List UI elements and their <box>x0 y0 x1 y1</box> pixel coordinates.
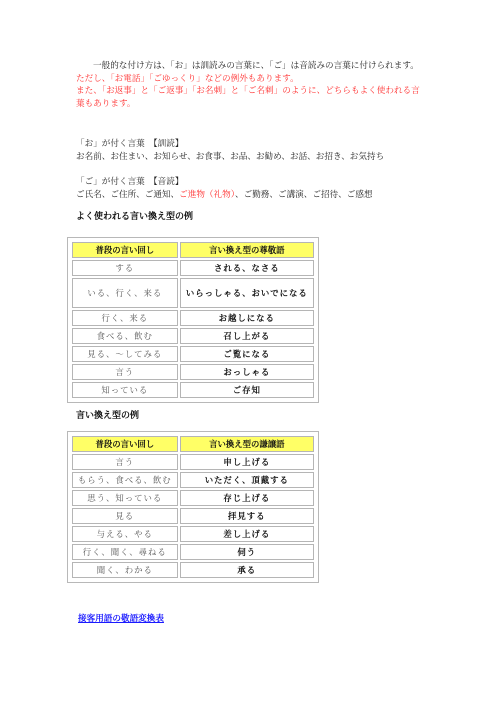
table-cell-keigo: いただく、頂戴する <box>180 472 314 488</box>
intro-line-1: 一般的な付け方は、「お」は訓読みの言葉に、「ご」は音読みの言葉に付けられます。 <box>93 61 419 71</box>
table-cell-plain: 聞く、わかる <box>72 562 178 578</box>
table-cell-plain: 知っている <box>72 382 178 398</box>
table-row <box>72 472 314 488</box>
table-header-cell: 言い換え型の謙譲語 <box>180 436 314 452</box>
table-cell-keigo: 拝見する <box>180 508 314 524</box>
table-cell-plain: 思う、知っている <box>72 490 178 506</box>
o-section-words: お名前、お住まい、お知らせ、お食事、お品、お勧め、お話、お招き、お気持ち <box>76 151 385 162</box>
intro-line-2: ただし、「お電話」「ごゆっくり」などの例外もあります。 <box>76 73 299 84</box>
table2-frame <box>67 431 319 583</box>
table-cell-keigo: 承る <box>180 562 314 578</box>
table-cell-keigo: 召し上がる <box>180 328 314 344</box>
table-row <box>72 278 314 308</box>
humble-table <box>70 434 316 580</box>
table-cell-keigo: ご覧になる <box>180 346 314 362</box>
table-row <box>72 562 314 578</box>
table-row <box>72 526 314 542</box>
go-words-red: ご進物（礼物） <box>179 189 235 200</box>
table-header-cell: 言い換え型の尊敬語 <box>180 242 314 258</box>
go-section <box>76 176 428 201</box>
table-cell-keigo: 存じ上げる <box>180 490 314 506</box>
intro-line-3: また、「お返事」と「ご返事」「お名刺」と「ご名刺」のように、どちらもよく使われる言葉もあります。 <box>76 86 420 109</box>
honorific-table <box>70 240 316 400</box>
table-row <box>72 260 314 276</box>
table-cell-plain: もらう、食べる、飲む <box>72 472 178 488</box>
table-cell-keigo: 申し上げる <box>180 454 314 470</box>
table-cell-plain: する <box>72 260 178 276</box>
go-words-before: ご氏名、ご住所、ご通知、 <box>76 189 180 200</box>
table-cell-plain: 言う <box>72 364 178 380</box>
o-section <box>76 138 428 163</box>
table-cell-plain: 言う <box>72 454 178 470</box>
table-row <box>72 328 314 344</box>
table-cell-plain: 食べる、飲む <box>72 328 178 344</box>
table-row <box>72 454 314 470</box>
table-row <box>72 382 314 398</box>
table-cell-plain: 行く、来る <box>72 310 178 326</box>
table-cell-keigo: お越しになる <box>180 310 314 326</box>
table-header-row <box>72 436 314 452</box>
table-header-cell: 普段の言い回し <box>72 436 178 452</box>
table-cell-keigo: ご存知 <box>180 382 314 398</box>
table-header-row <box>72 242 314 258</box>
go-words-after: 、ご勤務、ご講演、ご招待、ご感想 <box>235 189 373 200</box>
table-cell-plain: 与える、やる <box>72 526 178 542</box>
table-cell-keigo: おっしゃる <box>180 364 314 380</box>
go-section-words <box>76 189 428 202</box>
table-cell-plain: 行く、聞く、尋ねる <box>72 544 178 560</box>
table-cell-plain: 見る <box>72 508 178 524</box>
table-row <box>72 490 314 506</box>
table-row <box>72 508 314 524</box>
table-header-cell: 普段の言い回し <box>72 242 178 258</box>
table-cell-keigo: される、なさる <box>180 260 314 276</box>
table2-heading: 言い換え型の例 <box>76 411 140 421</box>
honorific-conversion-link[interactable]: 接客用語の敬語変換表 <box>78 614 164 624</box>
o-section-label: 「お」が付く言葉 【訓読】 <box>76 139 184 149</box>
table1-frame <box>67 237 319 403</box>
table-row <box>72 310 314 326</box>
table-cell-keigo: いらっしゃる、おいでになる <box>180 278 314 308</box>
table-cell-plain: いる、行く、来る <box>72 278 178 308</box>
table-row <box>72 346 314 362</box>
intro-block <box>76 60 428 110</box>
table-row <box>72 544 314 560</box>
table-cell-keigo: 伺う <box>180 544 314 560</box>
table-cell-keigo: 差し上げる <box>180 526 314 542</box>
table-cell-plain: 見る、〜してみる <box>72 346 178 362</box>
go-section-label: 「ご」が付く言葉 【音読】 <box>76 177 184 187</box>
table1-heading: よく使われる言い換え型の例 <box>76 212 194 222</box>
table-row <box>72 364 314 380</box>
